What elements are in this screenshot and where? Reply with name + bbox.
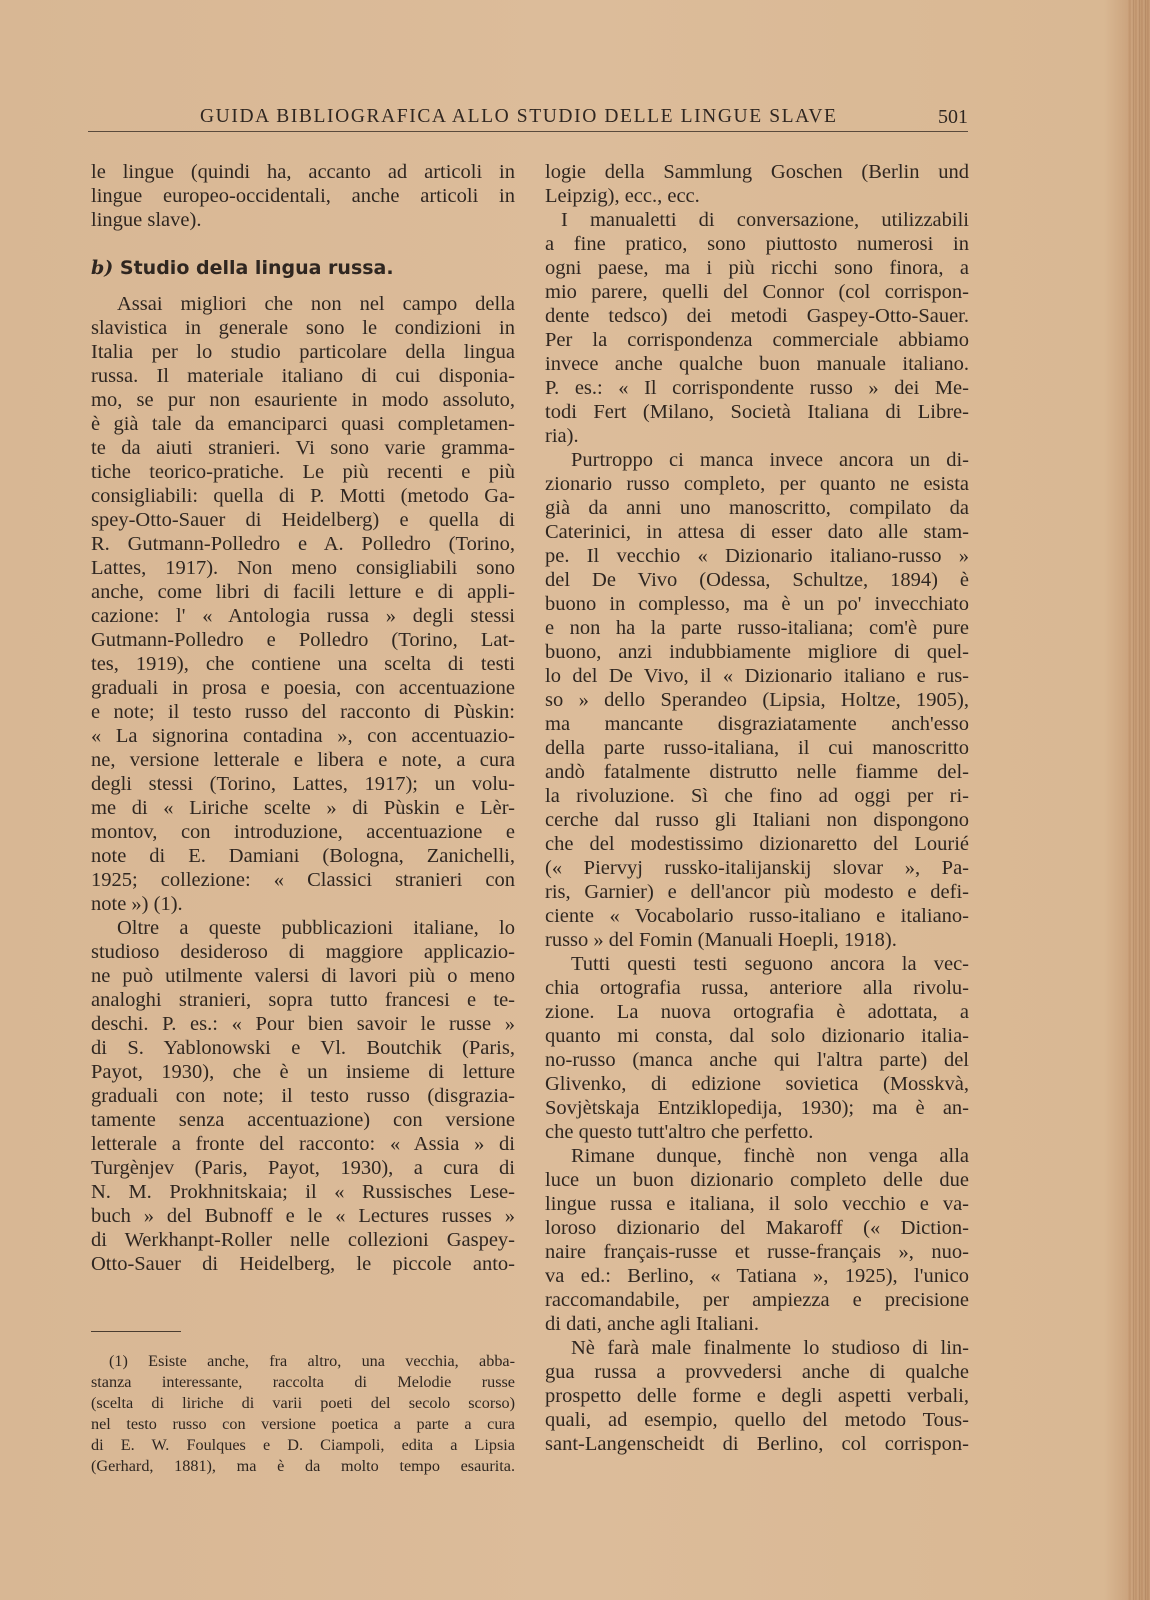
- text-line: consigliabili: quella di P. Motti (metodo Ga-: [91, 485, 515, 507]
- text-line: P. es.: « Il corrispondente russo » dei Me-: [545, 377, 969, 399]
- footnote-line: di E. W. Foulques e D. Ciampoli, edita a Lipsia: [91, 1436, 515, 1454]
- text-line: graduali con note; il testo russo (disgrazia-: [91, 1085, 515, 1107]
- page-edge-shadow: [1128, 0, 1150, 1600]
- text-line: R. Gutmann-Polledro e A. Polledro (Torino,: [91, 533, 515, 555]
- footnote: [91, 1351, 515, 1477]
- text-line: naire français-russe et russe-français », nuo-: [545, 1241, 969, 1263]
- text-line: invece anche qualche buon manuale italiano.: [545, 353, 969, 375]
- text-line: chia ortografia russa, anteriore alla rivolu-: [545, 977, 969, 999]
- text-line: zionario russo completo, per quanto ne esista: [545, 473, 969, 495]
- text-line: raccomandabile, per ampiezza e precisione: [545, 1289, 969, 1311]
- text-line: di Werkhanpt-Roller nelle collezioni Gaspey-: [91, 1229, 515, 1251]
- text-line: spey-Otto-Sauer di Heidelberg) e quella di: [91, 509, 515, 531]
- running-head: GUIDA BIBLIOGRAFICA ALLO STUDIO DELLE LINGUE SLAVE: [200, 106, 838, 127]
- text-line: slavistica in generale sono le condizioni in: [91, 317, 515, 339]
- text-line: ne, versione letterale e libera e note, a cura: [91, 749, 515, 771]
- text-line: anche, come libri di facili letture e di appli-: [91, 581, 515, 603]
- text-line: note di E. Damiani (Bologna, Zanichelli,: [91, 845, 515, 867]
- text-line: già da anni uno manoscritto, compilato da: [545, 497, 969, 519]
- text-line: Payot, 1930), che è un insieme di letture: [91, 1061, 515, 1083]
- text-line: buono in complesso, ma è un po' invecchiato: [545, 593, 969, 615]
- text-line: no-russo (manca anche qui l'altra parte) del: [545, 1049, 969, 1071]
- text-line: prospetto delle forme e degli aspetti verbali,: [545, 1385, 969, 1407]
- text-line: tiche teorico-pratiche. Le più recenti e più: [91, 461, 515, 483]
- text-line: buch » del Bubnoff e le « Lectures russes »: [91, 1205, 515, 1227]
- text-line: Sovjètskaja Entziklopedija, 1930); ma è an-: [545, 1097, 969, 1119]
- text-line: ciente « Vocabolario russo-italiano e italiano-: [545, 905, 969, 927]
- text-line: lingue russa e italiana, il solo vecchio e va-: [545, 1193, 969, 1215]
- text-line: quali, ad esempio, quello del metodo Tous-: [545, 1409, 969, 1431]
- text-line: logie della Sammlung Goschen (Berlin und: [545, 161, 969, 183]
- text-line: Caterinici, in attesa di esser dato alle stam-: [545, 521, 969, 543]
- text-line: gua russa a provvedersi anche di qualche: [545, 1361, 969, 1383]
- footnote-line: (1) Esiste anche, fra altro, una vecchia, abba-: [109, 1352, 515, 1370]
- text-line: russo » del Fomin (Manuali Hoepli, 1918).: [545, 929, 897, 951]
- text-line: tamente senza accentuazione) con versione: [91, 1109, 515, 1131]
- text-line: 1925; collezione: « Classici stranieri con: [91, 869, 515, 891]
- text-line: sant-Langenscheidt di Berlino, col corrispon-: [545, 1433, 969, 1455]
- text-line: Tutti questi testi seguono ancora la vec-: [571, 953, 969, 975]
- footnote-line: (scelta di liriche di varii poeti del secolo scorso): [91, 1394, 515, 1412]
- text-line: Italia per lo studio particolare della lingua: [91, 341, 515, 363]
- text-line: ria).: [545, 425, 579, 447]
- text-line: studioso desideroso di maggiore applicazio-: [91, 941, 515, 963]
- text-line: della parte russo-italiana, il cui manoscritto: [545, 737, 969, 759]
- page-number: 501: [938, 106, 968, 128]
- header-rule: [88, 131, 968, 132]
- text-line: che questo tutt'altro che perfetto.: [545, 1121, 814, 1143]
- left-column: [91, 160, 515, 1276]
- text-line: lingue europeo-occidentali, anche articoli in: [91, 185, 515, 207]
- text-line: Leipzig), ecc., ecc.: [545, 185, 700, 207]
- text-line: a fine pratico, sono piuttosto numerosi in: [545, 233, 969, 255]
- text-line: todi Fert (Milano, Società Italiana di Libre-: [545, 401, 969, 423]
- right-column: [545, 160, 969, 1456]
- text-line: Assai migliori che non nel campo della: [117, 293, 515, 315]
- text-line: le lingue (quindi ha, accanto ad articoli in: [91, 161, 515, 183]
- text-line: ris, Garnier) e dell'ancor più modesto e defi-: [545, 881, 969, 903]
- text-line: Glivenko, di edizione sovietica (Mosskvà,: [545, 1073, 969, 1095]
- text-line: (« Piervyj russko-italijanskij slovar », Pa-: [545, 857, 969, 879]
- text-line: quanto mi consta, dal solo dizionario italia-: [545, 1025, 969, 1047]
- text-line: di S. Yablonowski e Vl. Boutchik (Paris,: [91, 1037, 515, 1059]
- text-line: dente tedsco) dei metodi Gaspey-Otto-Sauer.: [545, 305, 969, 327]
- text-line: me di « Liriche scelte » di Pùskin e Lèr-: [91, 797, 515, 819]
- text-line: Nè farà male finalmente lo studioso di lin-: [571, 1337, 969, 1359]
- text-line: note ») (1).: [91, 893, 183, 915]
- text-line: loroso dizionario del Makaroff (« Diction-: [545, 1217, 969, 1239]
- footnote-line: nel testo russo con versione poetica a parte a cura: [91, 1415, 515, 1433]
- text-line: andò fatalmente distrutto nelle fiamme del-: [545, 761, 969, 783]
- text-line: zione. La nuova ortografia è adottata, a: [545, 1001, 969, 1023]
- text-line: mio parere, quelli del Connor (col corrispon-: [545, 281, 969, 303]
- text-line: tes, 1919), che contiene una scelta di testi: [91, 653, 515, 675]
- text-line: « La signorina contadina », con accentuazio-: [91, 725, 515, 747]
- text-line: Purtroppo ci manca invece ancora un di-: [571, 449, 969, 471]
- text-line: e non ha la parte russo-italiana; com'è pure: [545, 617, 969, 639]
- text-line: letterale a fronte del racconto: « Assia » di: [91, 1133, 515, 1155]
- text-line: Gutmann-Polledro e Polledro (Torino, Lat-: [91, 629, 515, 651]
- page-header: [88, 106, 968, 134]
- text-line: degli stessi (Torino, Lattes, 1917); un volu-: [91, 773, 515, 795]
- text-line: mo, se pur non esauriente in modo assoluto,: [91, 389, 515, 411]
- footnote-line: (Gerhard, 1881), ma è da molto tempo esaurita.: [91, 1457, 515, 1475]
- text-line: Per la corrispondenza commerciale abbiamo: [545, 329, 969, 351]
- text-line: Rimane dunque, finchè non venga alla: [571, 1145, 969, 1167]
- section-heading-text: Studio della lingua russa.: [119, 257, 394, 279]
- text-line: ne può utilmente valersi di lavori più o meno: [91, 965, 515, 987]
- text-line: so » dello Sperandeo (Lipsia, Holtze, 1905),: [545, 689, 969, 711]
- text-line: di dati, anche agli Italiani.: [545, 1313, 760, 1335]
- text-line: la rivoluzione. Sì che fino ad oggi per ri-: [545, 785, 969, 807]
- section-heading: [91, 256, 515, 280]
- text-line: te da aiuti stranieri. Vi sono varie gramma-: [91, 437, 515, 459]
- text-line: luce un buon dizionario completo delle due: [545, 1169, 969, 1191]
- text-line: deschi. P. es.: « Pour bien savoir le russe »: [91, 1013, 515, 1035]
- footnote-line: stanza interessante, raccolta di Melodie russe: [91, 1373, 515, 1391]
- text-line: lo del De Vivo, il « Dizionario italiano e rus-: [545, 665, 969, 687]
- text-line: Lattes, 1917). Non meno consigliabili sono: [91, 557, 515, 579]
- text-line: I manualetti di conversazione, utilizzabili: [561, 209, 969, 231]
- text-line: Oltre a queste pubblicazioni italiane, lo: [117, 917, 515, 939]
- text-line: ogni paese, ma i più ricchi sono finora, a: [545, 257, 969, 279]
- text-line: Otto-Sauer di Heidelberg, le piccole anto-: [91, 1253, 515, 1275]
- text-line: che del modestissimo dizionaretto del Lourié: [545, 833, 969, 855]
- text-line: Turgènjev (Paris, Payot, 1930), a cura di: [91, 1157, 515, 1179]
- text-line: pe. Il vecchio « Dizionario italiano-russo »: [545, 545, 969, 567]
- text-line: e note; il testo russo del racconto di Pùskin:: [91, 701, 515, 723]
- text-line: ma mancante disgraziatamente anch'esso: [545, 713, 969, 735]
- footnote-rule: [91, 1331, 181, 1332]
- text-line: N. M. Prokhnitskaia; il « Russisches Lese-: [91, 1181, 515, 1203]
- text-line: lingue slave).: [91, 209, 202, 231]
- text-line: cerche dal russo gli Italiani non dispongono: [545, 809, 969, 831]
- text-line: buono, anzi indubbiamente migliore di quel-: [545, 641, 969, 663]
- text-line: è già tale da emanciparci quasi completamen-: [91, 413, 515, 435]
- text-line: va ed.: Berlino, « Tatiana », 1925), l'unico: [545, 1265, 969, 1287]
- text-line: montov, con introduzione, accentuazione e: [91, 821, 515, 843]
- section-heading-letter: b): [91, 257, 114, 279]
- text-line: russa. Il materiale italiano di cui disponia-: [91, 365, 515, 387]
- text-line: graduali in prosa e poesia, con accentuazione: [91, 677, 515, 699]
- text-line: analoghi stranieri, sopra tutto francesi e te-: [91, 989, 515, 1011]
- text-line: cazione: l' « Antologia russa » degli stessi: [91, 605, 515, 627]
- text-line: del De Vivo (Odessa, Schultze, 1894) è: [545, 569, 969, 591]
